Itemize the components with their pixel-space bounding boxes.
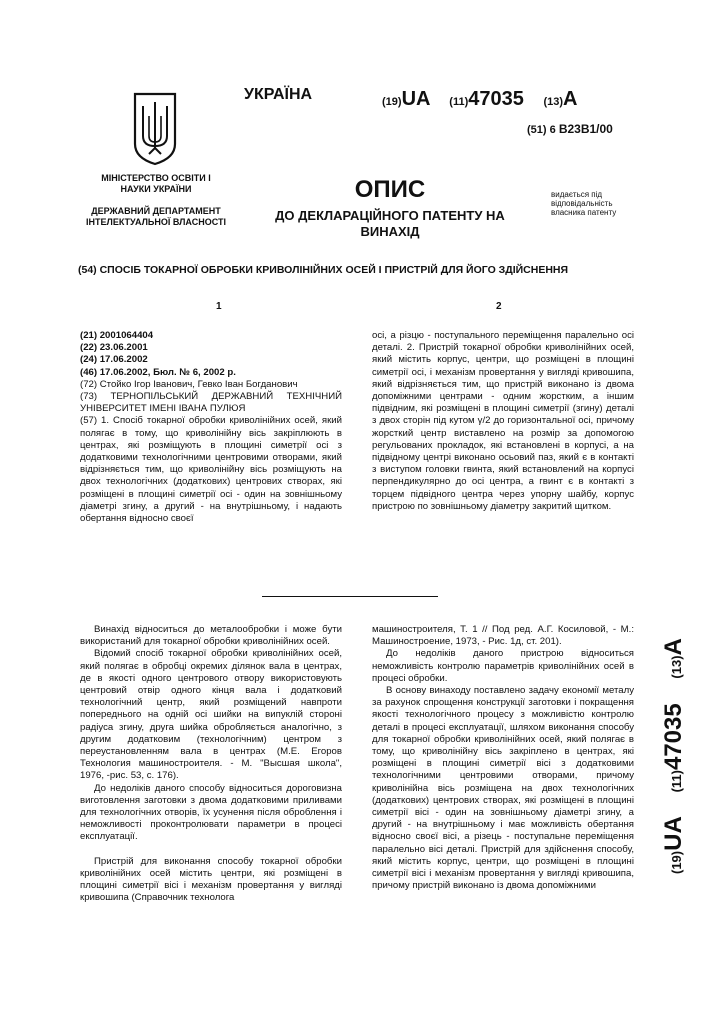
doc-title: ОПИС <box>354 176 426 203</box>
field-22: (22) 23.06.2001 <box>80 342 148 354</box>
country-name: УКРАЇНА <box>244 86 313 103</box>
desc-right-paragraph-3: В основу винаходу поставлено задачу економії металу за рахунок спрощення конструкції заготовки і покращення якості технологічного процесу з можливістю контролю деталі в процесі експлуатації, шляхом виконання способу для токарної обробки криволінійних осей, який полягає в тому, що криволінійну вісь закріплено в центрах, які розміщені в площині симетрії вісі з додатковими технологічними центровими отворами, причому криволінійна вісь розміщена на двох технологічних (додаткових) центрових створах, які розміщені в площині симетрії вісі - один на зовнішньому діаметрі згину, а другий - на внутрішньому і має можливість обертання відносно своєї вісі, а різець - поступальне переміщення паралельно вісі деталі. Пристрій для здійснення способу, який містить корпус, центри, що розміщені в площині симетрії вісі і механізм провертання у вигляді кривошипа, причому пристрій виконано із двома допоміжними <box>372 685 634 892</box>
column-number-right: 2 <box>496 301 502 312</box>
field-46: (46) 17.06.2002, Бюл. № 6, 2002 р. <box>80 366 236 378</box>
kind-code-19: (19) <box>382 96 402 108</box>
patent-code-line <box>382 88 577 111</box>
description-left-column <box>80 624 342 904</box>
field-57: (57) 1. Спосіб токарної обробки криволінійних осей, який полягає в тому, що криволінійну вісь закріплюють в центрах, які розміщують в площині симетрії осі з додатковими технологічними центровими отворами, який відрізняється тим, що криволінійну вісь розміщують на двох технологічних (додаткових) центрових створах, які розміщені в площині симетрії осі - один на зовнішньому діаметрі згину, а другий - на внутрішньому, і надають обертання відносно своєї <box>80 415 342 525</box>
desc-right-paragraph-1: машиностроителя, Т. 1 // Под ред. А.Г. Косиловой, - М.: Машиностроение, 1973, - Рис. 1д, ст. 201). <box>372 624 634 648</box>
ipc-label: (51) 6 <box>527 124 556 136</box>
bibliographic-data <box>80 330 342 525</box>
department-name: ДЕРЖАВНИЙ ДЕПАРТАМЕНТ ІНТЕЛЕКТУАЛЬНОЇ ВЛАСНОСТІ <box>86 206 226 227</box>
ministry-name: МІНІСТЕРСТВО ОСВІТИ І НАУКИ УКРАЇНИ <box>101 173 211 194</box>
desc-left-paragraph-4: Пристрій для виконання способу токарної обробки криволінійних осей містить центри, які розміщені в площині симетрії вісі і механізм провертання у вигляді кривошипа (Справочник технолога <box>80 855 342 904</box>
desc-right-paragraph-2: До недоліків даного пристрою відноситься неможливість контролю параметрів криволінійних осей в процесі обробки. <box>372 648 634 684</box>
kind-code-11: (11) <box>449 96 469 108</box>
kind-code-13: (13) <box>543 96 563 108</box>
doc-subtitle: ДО ДЕКЛАРАЦІЙНОГО ПАТЕНТУ НА ВИНАХІД <box>275 208 505 239</box>
desc-left-paragraph-2: Відомий спосіб токарної обробки криволінійних осей, який полягає в обробці окремих ділянок вала в центрах, де в якості одного центрового отвору використовують центровий отвір одного кінця вала і додатковий технологічний центр, який розміщений навпроти попереднього на одній осі шийки на випуклій стороні радіуса згину, друга шийка обробляється аналогічно, з другим додатковим (технологічним) центром з переустановленням вала в центрах (М.Е. Егоров Технология машиностроителя. - М. "Высшая школа", 1976, -рис. 53, с. 176). <box>80 648 342 782</box>
desc-left-paragraph-1: Винахід відноситься до металообробки і може бути використаний для токарної обробки криволінійних осей. <box>80 624 342 648</box>
side-patent-code: (19)UA (11)47035 (13)A <box>660 638 687 874</box>
ipc-line <box>527 122 613 136</box>
description-right-column <box>372 624 634 892</box>
doc-kind: A <box>563 88 578 110</box>
desc-left-paragraph-3: До недоліків даного способу відноситься дороговизна виготовлення заготовки з двома додатковими приливами для технологічних отворів, їх усунення після оброблення і неможливості проконтролювати параметри в процесі експлуатації. <box>80 782 342 843</box>
patent-number: 47035 <box>468 88 524 110</box>
field-24: (24) 17.06.2002 <box>80 354 148 366</box>
claims-continued: осі, а різцю - поступального переміщення паралельно осі деталі. 2. Пристрій токарної обробки криволінійних осей, який містить корпус, центри, що розміщені в площині симетрії осі, і механізм провертання у вигляді кривошипа, який відрізняється тим, що пристрій виконано із двома допоміжними центрами - одним жорстким, а іншим підвідним, які розміщені в площині симетрії (згину) деталі з двох сторін під кутом γ/2 до горизонтальної осі, причому жорсткий центр виставлено на розмір за допомогою регульованих прокладок, які встановлені в корпусі, а на підвідному центрі виконано осьовий паз, який є в контакті з виступом головки гвинта, який встановлений на корпусі перпендикулярно до осі центра, а гвинт є в контакті з торцем підвідного центра через упорну шайбу, корпус пристрою по зовнішньому діаметру закритий щитком. <box>372 330 634 512</box>
country-code: UA <box>401 88 430 110</box>
field-72: (72) Стойко Ігор Іванович, Гевко Іван Богданович <box>80 378 298 390</box>
ipc-code: B23B1/00 <box>558 122 613 136</box>
field-73: (73) ТЕРНОПІЛЬСЬКИЙ ДЕРЖАВНИЙ ТЕХНІЧНИЙ УНІВЕРСИТЕТ ІМЕНІ ІВАНА ПУЛЮЯ <box>80 391 342 415</box>
column-number-left: 1 <box>216 301 222 312</box>
field-21: (21) 2001064404 <box>80 330 154 341</box>
coat-of-arms-icon <box>133 92 177 166</box>
section-divider <box>262 596 438 597</box>
issued-note: видається під відповідальність власника патенту <box>551 190 617 217</box>
invention-title: (54) СПОСІБ ТОКАРНОЇ ОБРОБКИ КРИВОЛІНІЙНИХ ОСЕЙ І ПРИСТРІЙ ДЛЯ ЙОГО ЗДІЙСНЕННЯ <box>78 264 569 276</box>
